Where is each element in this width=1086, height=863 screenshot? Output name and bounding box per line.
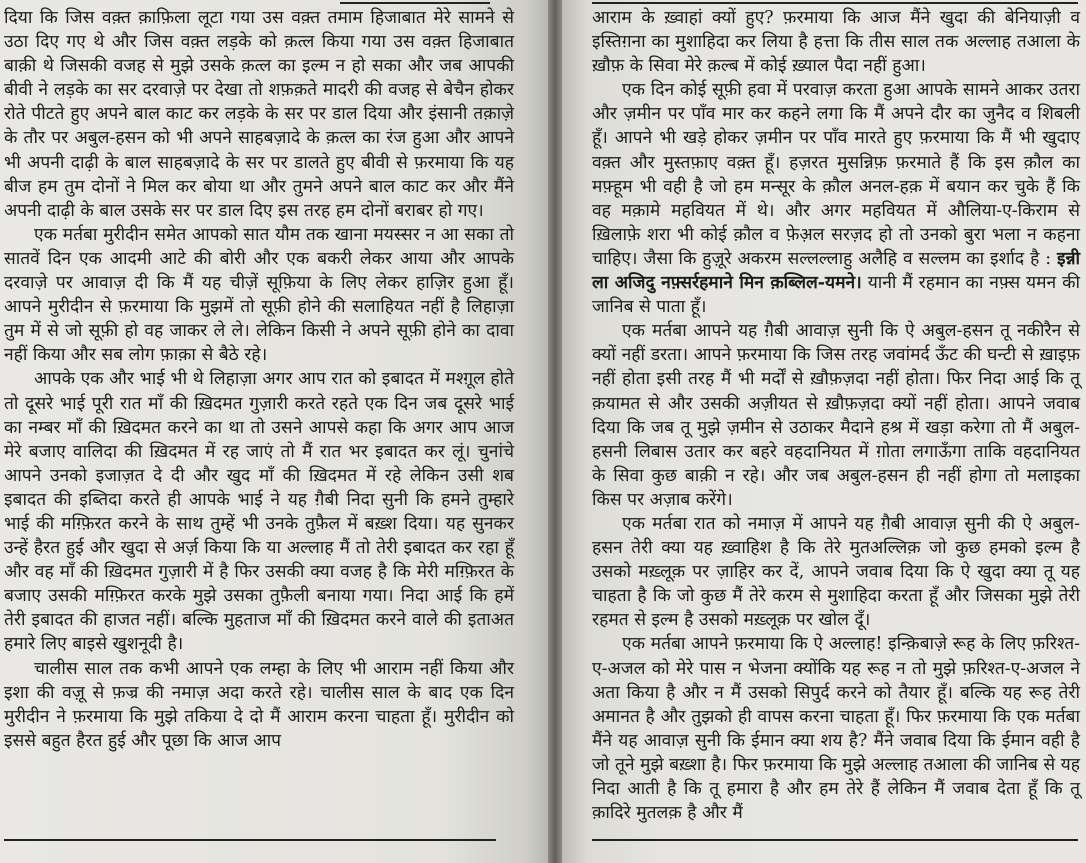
book-gutter [548,0,562,863]
paragraph-text: एक दिन कोई सूफ़ी हवा में परवाज़ करता हुआ आपके सामने आकर उतरा और ज़मीन पर पाँव मार कर कहने लगा कि मैं अपने दौर का जुनैद व शिबली हूँ। आपने भी खड़े होकर ज़मीन पर पाँव मारते हुए फ़रमाया कि मैं भी खुदाए वक़्त और मुस्तफ़ाए वक़्त हूँ। हज़रत मुसन्निफ़ फ़रमाते हैं कि इस क़ौल का मफ़्हूम भी वही है जो हम मन्सूर के क़ौल अनल-हक़ में बयान कर चुके हैं कि वह मक़ामे महवियत में थे। और अगर महवियत में औलिया-ए-किराम से ख़िलाफ़े शरा भी कोई क़ौल व फ़ेअ़ल सरज़द हो तो उनको बुरा भला न कहना चाहिए। जैसा कि हुज़ूरे अकरम सल्लल्लाहु अलैहि व सल्लम का इर्शाद है : [592,80,1080,269]
paragraph-text: यानी मैं रहमान का नफ़्स यमन की जानिब से पाता हूँ। [592,273,1080,318]
paragraph: एक मर्तबा आपने यह ग़ैबी आवाज़ सुनी कि ऐ अबुल-हसन तू नकीरैन से क्यों नहीं डरता। आपने फ़रमाया कि जिस तरह जवांमर्द ऊँट की घन्टी से ख़ाइफ़ नहीं होता इसी तरह मैं भी मर्दों से ख़ौफ़ज़दा नहीं होता। फिर निदा आई कि तू क़यामत से और उसकी अज़ीयत से ख़ौफ़ज़दा क्यों नहीं होता। आपने जवाब दिया कि जब तू मुझे ज़मीन से उठाकर मैदाने हश्र में खड़ा करेगा तो मैं अबुल-हसनी लिबास उतार कर बहरे वहदानियत में ग़ोता लगाऊँगा ताकि वहदानियत के सिवा कुछ बाक़ी न रहे। और जब अबुल-हसन ही नहीं होगा तो मलाइका किस पर अज़ाब करेंगे। [592,321,1080,510]
paragraph: आपके एक और भाई भी थे लिहाज़ा अगर आप रात को इबादत में मश्ग़ूल होते तो दूसरे भाई पूरी रात माँ की ख़िदमत गुज़ारी करते रहते एक दिन जब दूसरे भाई का नम्बर माँ की ख़िदमत करने का था तो उसने आपसे कहा कि अगर आप आज मेरे बजाए वालिदा की ख़िदमत में रह जाएं तो मैं रात भर इबादत कर लूं। चुनांचे आपने उनको इजाज़त दे दी और खुद माँ की ख़िदमत में रहे लेकिन उसी शब इबादत की इब्तिदा करते ही आपके भाई ने यह ग़ैबी निदा सुनी कि हमने तुम्हारे भाई की मग़्फ़िरत करने के साथ तुम्हें भी उनके तुफ़ैल में बख़्श दिया। यह सुनकर उन्हें हैरत हुई और खुदा से अर्ज़ किया कि या अल्लाह मैं तो तेरी इबादत कर रहा हूँ और वह माँ की ख़िदमत गुज़ारी में है फिर उसकी क्या वजह है कि मेरी मग़्फ़िरत के बजाए उसकी मग़्फ़िरत करके मुझे उसका तुफ़ैली बनाया गया। निदा आई कि हमें तेरी इबादत की हाजत नहीं। बल्कि मुहताज माँ की ख़िदमत करने वाले की इताअत हमारे लिए बाइसे खुशनूदी है। [4,369,514,655]
paragraph: एक मर्तबा मुरीदीन समेत आपको सात यौम तक खाना मयस्सर न आ सका तो सातवें दिन एक आदमी आटे की बोरी और एक बकरी लेकर आया और आपके दरवाज़े पर आवाज़ दी कि मैं यह चीज़ें सूफ़िया के लिए लेकर हाज़िर हुआ हूँ। आपने मुरीदीन से फ़रमाया कि मुझमें तो सूफ़ी होने की सलाहियत नहीं है लिहाज़ा तुम में से जो सूफ़ी हो वह जाकर ले ले। लेकिन किसी ने अपने सूफ़ी होने का दावा नहीं किया और सब लोग फ़ाक़ा से बैठे रहे। [4,224,514,366]
left-page-text [4,6,514,753]
paragraph [592,78,1080,319]
paragraph: चालीस साल तक कभी आपने एक लम्हा के लिए भी आराम नहीं किया और इशा की वज़ू से फ़ज्र की नमाज़ अदा करते रहे। चालीस साल के बाद एक दिन मुरीदीन ने फ़रमाया कि मुझे तकिया दे दो मैं आराम करना चाहता हूँ। मुरीदीन को इससे बहुत हैरत हुई और पूछा कि आज आप [4,658,514,751]
arabic-quote-transliteration: इन्नी ला अजिदु नफ़्सर्रहमाने मिन क़ब्लिल-यमने। [592,248,1081,294]
paragraph: दिया कि जिस वक़्त क़ाफ़िला लूटा गया उस वक़्त तमाम हिजाबात मेरे सामने से उठा दिए गए थे और जिस वक़्त लड़के को क़त्ल किया गया उस वक़्त हिजाबात बाक़ी थे जिसकी वजह से मुझे उसके क़त्ल का इल्म न हो सका और जब आपकी बीवी ने लड़के का सर दरवाज़े पर देखा तो शफ़क़ते मादरी की वजह से बेचैन होकर रोते पीटते हुए अपने बाल काट कर लड़के के सर पर डाल दिया और इंसानी तक़ाज़े के तौर पर अबुल-हसन को भी अपने साहबज़ादे के क़त्ल का रंज हुआ और आपने भी अपनी दाढ़ी के बाल साहबज़ादे के सर पर डालते हुए बीवी से फ़रमाया कि यह बीज हम तुम दोनों ने मिल कर बोया था और तुमने अपने बाल काट कर और मैंने अपनी दाढ़ी के बाल उसके सर पर डाल दिए इस तरह हम दोनों बराबर हो गए। [4,8,514,221]
header-rule [592,2,1078,4]
footer-rule [592,839,1078,841]
right-page-text [592,6,1080,825]
paragraph: एक मर्तबा आपने फ़रमाया कि ऐ अल्लाह! इन्क़िबाज़े रूह के लिए फ़रिश्त-ए-अजल को मेरे पास न भेजना क्योंकि यह रूह न तो मुझे फ़रिश्त-ए-अजल ने अता किया है और न मैं उसको सिपुर्द करने को तैयार हूँ। बल्कि यह रूह तेरी अमानत है और तुझको ही वापस करना चाहता हूँ। फिर फ़रमाया कि एक मर्तबा मैंने यह आवाज़ सुनी कि ईमान क्या शय है? मैंने जवाब दिया कि ईमान वही है जो तूने मुझे बख़्शा है। फिर फ़रमाया कि मुझे अल्लाह तआला की जानिब से यह निदा आती है कि तू हमारा है और हम तेरे हैं लेकिन मैं जवाब देता हूँ कि तू क़ादिरे मुतलक़ है और मैं [592,634,1080,824]
right-page [562,0,1086,863]
paragraph: एक मर्तबा रात को नमाज़ में आपने यह ग़ैबी आवाज़ सुनी की ऐ अबुल-हसन तेरी क्या यह ख़्वाहिश है कि तेरे मुतअल्लिक़ जो कुछ हमको इल्म है उसको मख़्लूक़ पर ज़ाहिर कर दें, आपने जवाब दिया कि ऐ खुदा क्या तू यह चाहता है कि जो कुछ मैं तेरे करम से मुशाहिदा करता हूँ और जिसका मुझे तेरी रहमत से इल्म है उसको मख़्लूक़ पर खोल दूँ। [592,513,1080,631]
header-rule [340,2,490,4]
footer-rule [4,839,496,841]
paragraph: आराम के ख़्वाहां क्यों हुए? फ़रमाया कि आज मैंने खुदा की बेनियाज़ी व इस्तिग़ना का मुशाहिदा कर लिया है हत्ता कि तीस साल तक अल्लाह तआला के ख़ौफ़ के सिवा मेरे क़ल्ब में कोई ख़्याल पैदा नहीं हुआ। [592,8,1080,77]
